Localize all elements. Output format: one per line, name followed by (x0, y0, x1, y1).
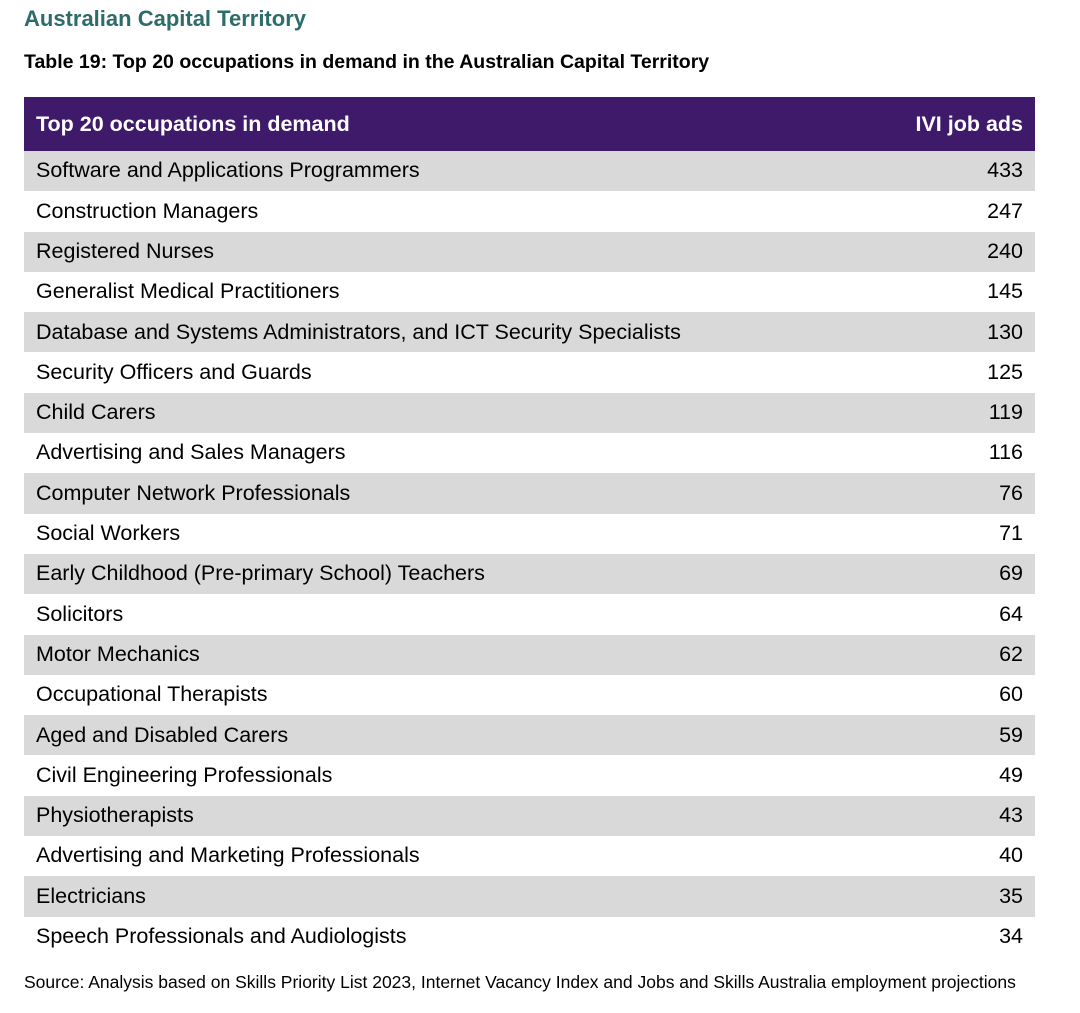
table-row (24, 715, 1035, 755)
table-row (24, 514, 1035, 554)
table-row (24, 876, 1035, 916)
occupation-cell: Civil Engineering Professionals (24, 755, 811, 795)
ivi-job-ads-cell: 34 (811, 917, 1035, 957)
occupation-cell: Motor Mechanics (24, 635, 811, 675)
ivi-job-ads-cell: 49 (811, 755, 1035, 795)
ivi-job-ads-cell: 40 (811, 836, 1035, 876)
ivi-job-ads-cell: 59 (811, 715, 1035, 755)
ivi-job-ads-cell: 247 (811, 191, 1035, 231)
occupation-cell: Generalist Medical Practitioners (24, 272, 811, 312)
occupation-cell: Aged and Disabled Carers (24, 715, 811, 755)
occupation-cell: Physiotherapists (24, 796, 811, 836)
table-header (24, 97, 1035, 151)
occupation-cell: Social Workers (24, 514, 811, 554)
ivi-job-ads-cell: 71 (811, 514, 1035, 554)
table-caption: Table 19: Top 20 occupations in demand in the Australian Capital Territory (24, 51, 710, 73)
ivi-job-ads-cell: 145 (811, 272, 1035, 312)
occupation-cell: Security Officers and Guards (24, 352, 811, 392)
section-heading: Australian Capital Territory (24, 6, 306, 31)
occupation-cell: Child Carers (24, 393, 811, 433)
occupation-cell: Software and Applications Programmers (24, 151, 811, 191)
table-body (24, 151, 1035, 957)
ivi-job-ads-cell: 43 (811, 796, 1035, 836)
ivi-job-ads-cell: 62 (811, 635, 1035, 675)
table-row (24, 635, 1035, 675)
ivi-job-ads-cell: 240 (811, 232, 1035, 272)
occupation-cell: Computer Network Professionals (24, 473, 811, 513)
ivi-job-ads-cell: 76 (811, 473, 1035, 513)
table-row (24, 352, 1035, 392)
occupation-cell: Advertising and Marketing Professionals (24, 836, 811, 876)
column-header-occupation: Top 20 occupations in demand (24, 97, 811, 151)
column-header-ivi-job-ads: IVI job ads (811, 97, 1035, 151)
table-row (24, 272, 1035, 312)
ivi-job-ads-cell: 69 (811, 554, 1035, 594)
occupation-cell: Registered Nurses (24, 232, 811, 272)
table-row (24, 836, 1035, 876)
occupation-cell: Construction Managers (24, 191, 811, 231)
ivi-job-ads-cell: 125 (811, 352, 1035, 392)
table-row (24, 473, 1035, 513)
ivi-job-ads-cell: 130 (811, 312, 1035, 352)
table-row (24, 554, 1035, 594)
ivi-job-ads-cell: 35 (811, 876, 1035, 916)
table-row (24, 796, 1035, 836)
table-row (24, 312, 1035, 352)
occupation-cell: Occupational Therapists (24, 675, 811, 715)
source-note: Source: Analysis based on Skills Priority List 2023, Internet Vacancy Index and Jobs and Skills Australia employment projections (24, 972, 1016, 992)
table-row (24, 151, 1035, 191)
occupation-cell: Early Childhood (Pre-primary School) Teachers (24, 554, 811, 594)
ivi-job-ads-cell: 60 (811, 675, 1035, 715)
table-row (24, 393, 1035, 433)
table-row (24, 917, 1035, 957)
table-row (24, 232, 1035, 272)
table-row (24, 433, 1035, 473)
table-row (24, 675, 1035, 715)
ivi-job-ads-cell: 116 (811, 433, 1035, 473)
occupations-table (24, 97, 1035, 957)
occupation-cell: Electricians (24, 876, 811, 916)
ivi-job-ads-cell: 119 (811, 393, 1035, 433)
ivi-job-ads-cell: 64 (811, 594, 1035, 634)
occupation-cell: Database and Systems Administrators, and ICT Security Specialists (24, 312, 811, 352)
table-row (24, 191, 1035, 231)
occupation-cell: Advertising and Sales Managers (24, 433, 811, 473)
occupation-cell: Solicitors (24, 594, 811, 634)
occupation-cell: Speech Professionals and Audiologists (24, 917, 811, 957)
table-row (24, 755, 1035, 795)
ivi-job-ads-cell: 433 (811, 151, 1035, 191)
table-row (24, 594, 1035, 634)
